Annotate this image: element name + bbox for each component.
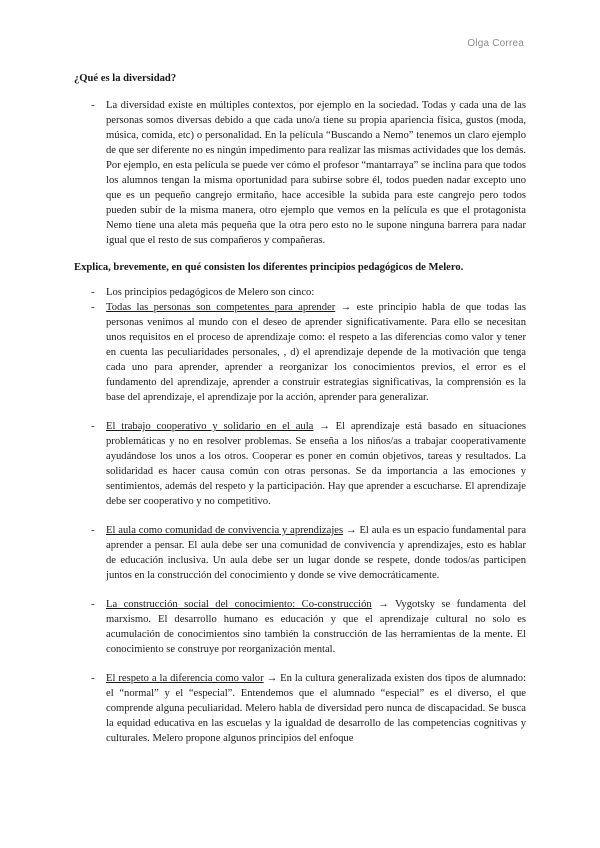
principle-title: El respeto a la diferencia como valor [106,673,264,684]
list-item-intro [74,285,526,300]
list-item-principle-1 [74,300,526,405]
arrow-icon: → [313,421,336,432]
bullet-dash: - [91,673,95,684]
section-heading-principios: Explica, brevemente, en qué consisten los diferentes principios pedagógicos de Melero. [74,262,464,273]
principle-title: La construcción social del conocimiento: Co-construcción [106,599,372,610]
bullet-dash: - [91,302,95,313]
arrow-icon: → [343,525,360,536]
list-item-principle-4 [74,597,526,657]
arrow-icon: → [263,673,281,684]
principle-title: Todas las personas son competentes para aprender [106,302,336,313]
list-item-principle-2 [74,419,526,509]
author-header: Olga Correa [467,38,524,49]
arrow-icon: → [335,302,357,313]
section-heading-diversidad: ¿Qué es la diversidad? [74,73,177,84]
paragraph-text: Los principios pedagógicos de Melero son cinco: [106,287,315,298]
list-item-principle-3 [74,523,526,583]
bullet-dash: - [91,421,95,432]
principle-text: El aula es un espacio fundamental para aprender a pensar. El aula debe ser una comunidad de convivencia y aprendizajes, esto es hablar de educación inclusiva. Un aula debe ser un lugar donde se respete, donde todos/as participen juntos en la construcción del conocimiento y donde se vive democráticamente. [106,525,527,581]
principle-text: En la cultura generalizada existen dos tipos de alumnado: el “normal” y el “especial”. Entendemos que el alumnado “especial” es el diverso, el que comprende alguna peculiaridad. Melero habla de diversidad pero nunca de discapacidad. Se busca la equidad educativa en las escuelas y la igualdad de desarrollo de las competencias cognitivas y culturales. Melero propone algunos principios del enfoque [106,673,527,744]
arrow-icon: → [371,599,395,610]
principle-text: El aprendizaje está basado en situaciones problemáticas y no en resolver problemas. Se enseña a los niños/as a trabajar cooperativamente ayudándose los unos a los otros. Cooperar es poner en común objetivos, tareas y resultados. La solidaridad es hacer causa común con otras personas. Se da importancia a las emociones y sentimientos, además del respeto y la participación. Hay que aprender a escucharse. El aprendizaje debe ser cooperativo y no competitivo. [106,421,527,507]
principle-title: El aula como comunidad de convivencia y aprendizajes [106,525,344,536]
bullet-dash: - [91,599,95,610]
bullet-dash: - [91,100,95,111]
principle-text: este principio habla de que todas las personas venimos al mundo con el deseo de aprender significativamente. Para ello se necesitan unos requisitos en el proceso de aprendizaje como: el respeto a las diferencias como valor y tener en cuenta las peculiaridades personales, , d) el aprendizaje depende de la motivación que tenga cada uno para aprender, aprender a reorganizar los conocimientos previos, el error es el fundamento del aprendizaje, aprender a construir estrategias significativas, la comprensión es la base del aprendizaje, el aprendizaje por la acción, aprender para generalizar. [106,302,526,403]
paragraph-text: La diversidad existe en múltiples contextos, por ejemplo en la sociedad. Todas y cada una de las personas somos diversas debido a que cada uno/a tiene su propia apariencia física, gustos (moda, música, comida, etc) o personalidad. En la película “Buscando a Nemo” tenemos un claro ejemplo de que ser diferente no es ningún impedimento para realizar las mismas actividades que los demás. Por ejemplo, en esta película se puede ver cómo el profesor “mantarraya” se inclina para que todos los alumnos tengan la misma oportunidad para subirse sobre él, todos pueden nadar excepto uno que es un pequeño cangrejo ermitaño, hace accesible la subida para este cangrejo pero todos pueden subir de la misma manera, otro ejemplo que vemos en la película es que el protagonista Nemo tiene una aleta más pequeña que la otra pero esto no le supone ninguna barrera para nadar igual que el resto de sus compañeros y compañeras. [106,100,526,246]
principle-text: Vygotsky se fundamenta del marxismo. El desarrollo humano es educación y que el aprendizaje cultural no solo es acumulación de conocimientos sino también la construcción de las herramientas de la mente. El conocimiento se construye por reorganización mental. [106,599,526,655]
document-body [74,71,526,746]
bullet-dash: - [91,525,95,536]
list-item [74,98,526,248]
list-item-principle-5 [74,671,526,746]
bullet-dash: - [91,287,95,298]
principle-title: El trabajo cooperativo y solidario en el aula [106,421,314,432]
